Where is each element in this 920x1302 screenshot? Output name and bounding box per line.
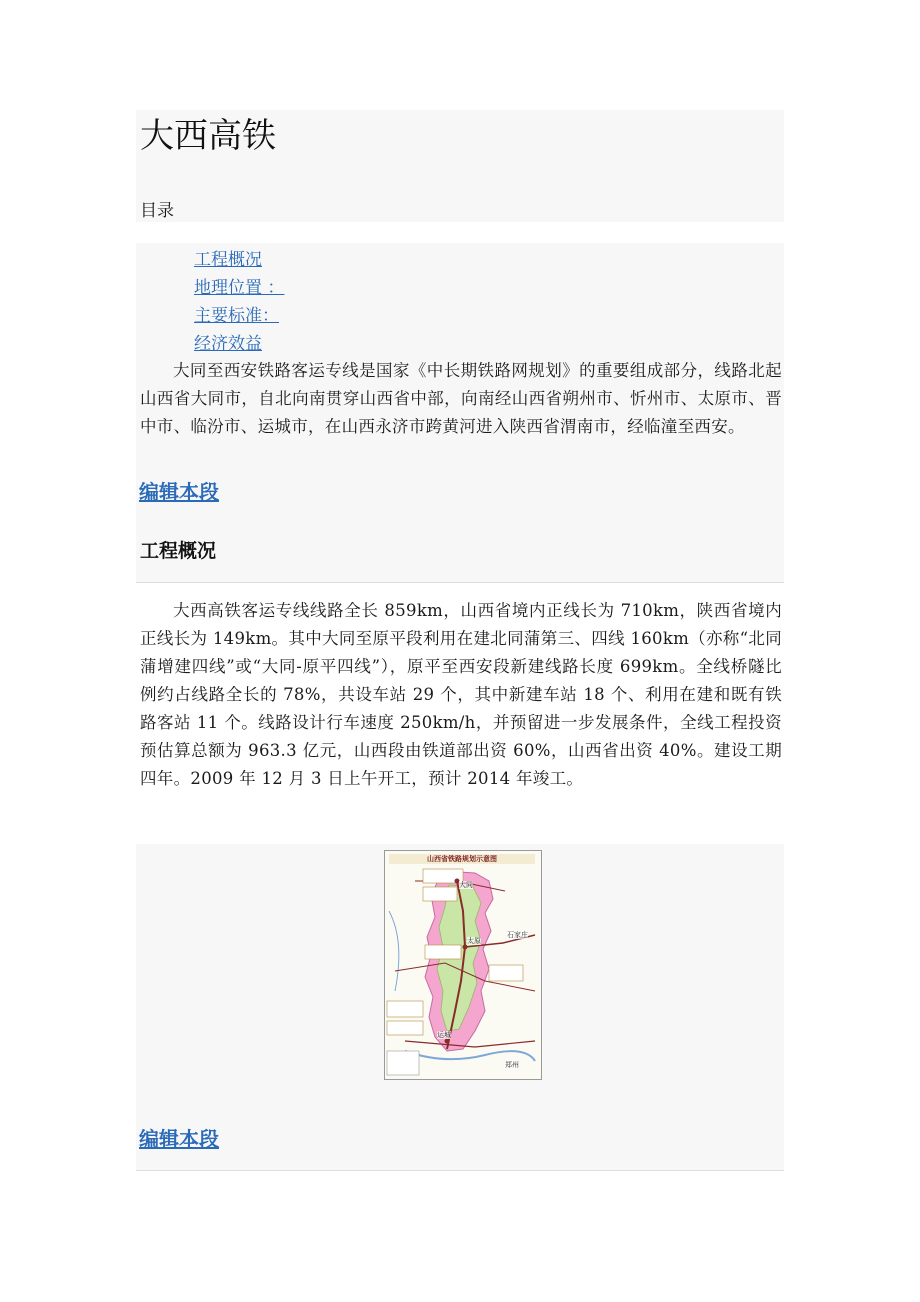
toc-link-overview[interactable]: 工程概况 (194, 250, 262, 270)
map-title: 山西省铁路规划示意图 (389, 854, 535, 864)
intro-paragraph: 大同至西安铁路客运专线是国家《中长期铁路网规划》的重要组成部分，线路北起山西省大同市，自北向南贯穿山西省中部，向南经山西省朔州市、忻州市、太原市、晋中市、临汾市、运城市，在山西永济市跨黄河进入陕西省渭南市，经临潼至西安。 (140, 361, 782, 436)
map-label: 大同 (459, 881, 473, 889)
section-divider (136, 582, 784, 583)
map-label: 太原 (467, 937, 481, 945)
toc-heading: 目录 (140, 201, 174, 221)
page-title: 大西高铁 (140, 116, 276, 156)
toc-item[interactable] (194, 303, 284, 331)
railway-map-image (384, 850, 542, 1080)
map-label: 石家庄 (507, 931, 528, 939)
edit-section-link[interactable]: 编辑本段 (139, 480, 219, 504)
overview-paragraph: 大西高铁客运专线线路全长 859km，山西省境内正线长为 710km，陕西省境内正线长为 149km。其中大同至原平段利用在建北同蒲第三、四线 160km（亦称“北同蒲增建四线”或“大同-原平四线”），原平至西安段新建线路长度 699km。全线桥隧比例约占线路全长的 78%，共设车站 29 个，其中新建车站 18 个、利用在建和既有铁路客站 11 个。线路设计行车速度 250km/h，并预留进一步发展条件，全线工程投资预估算总额为 963.3 亿元，山西段由铁道部出资 60%，山西省出资 40%。建设工期四年。2009 年 12 月 3 日上午开工，预计 2014 年竣工。 (140, 601, 782, 788)
map-label: 运城 (437, 1031, 451, 1039)
toc-item[interactable] (194, 275, 284, 303)
section-divider (136, 1170, 784, 1171)
toc-link-standards[interactable]: 主要标准： (194, 306, 279, 326)
section-title: 工程概况 (140, 540, 217, 562)
toc-link-economics[interactable]: 经济效益 (194, 334, 262, 354)
toc-item[interactable] (194, 331, 284, 359)
map-label: 郑州 (505, 1061, 519, 1069)
toc-list (194, 247, 284, 359)
edit-section-link[interactable]: 编辑本段 (139, 1127, 219, 1151)
toc-link-location[interactable]: 地理位置 ： (194, 278, 285, 298)
toc-item[interactable] (194, 247, 284, 275)
